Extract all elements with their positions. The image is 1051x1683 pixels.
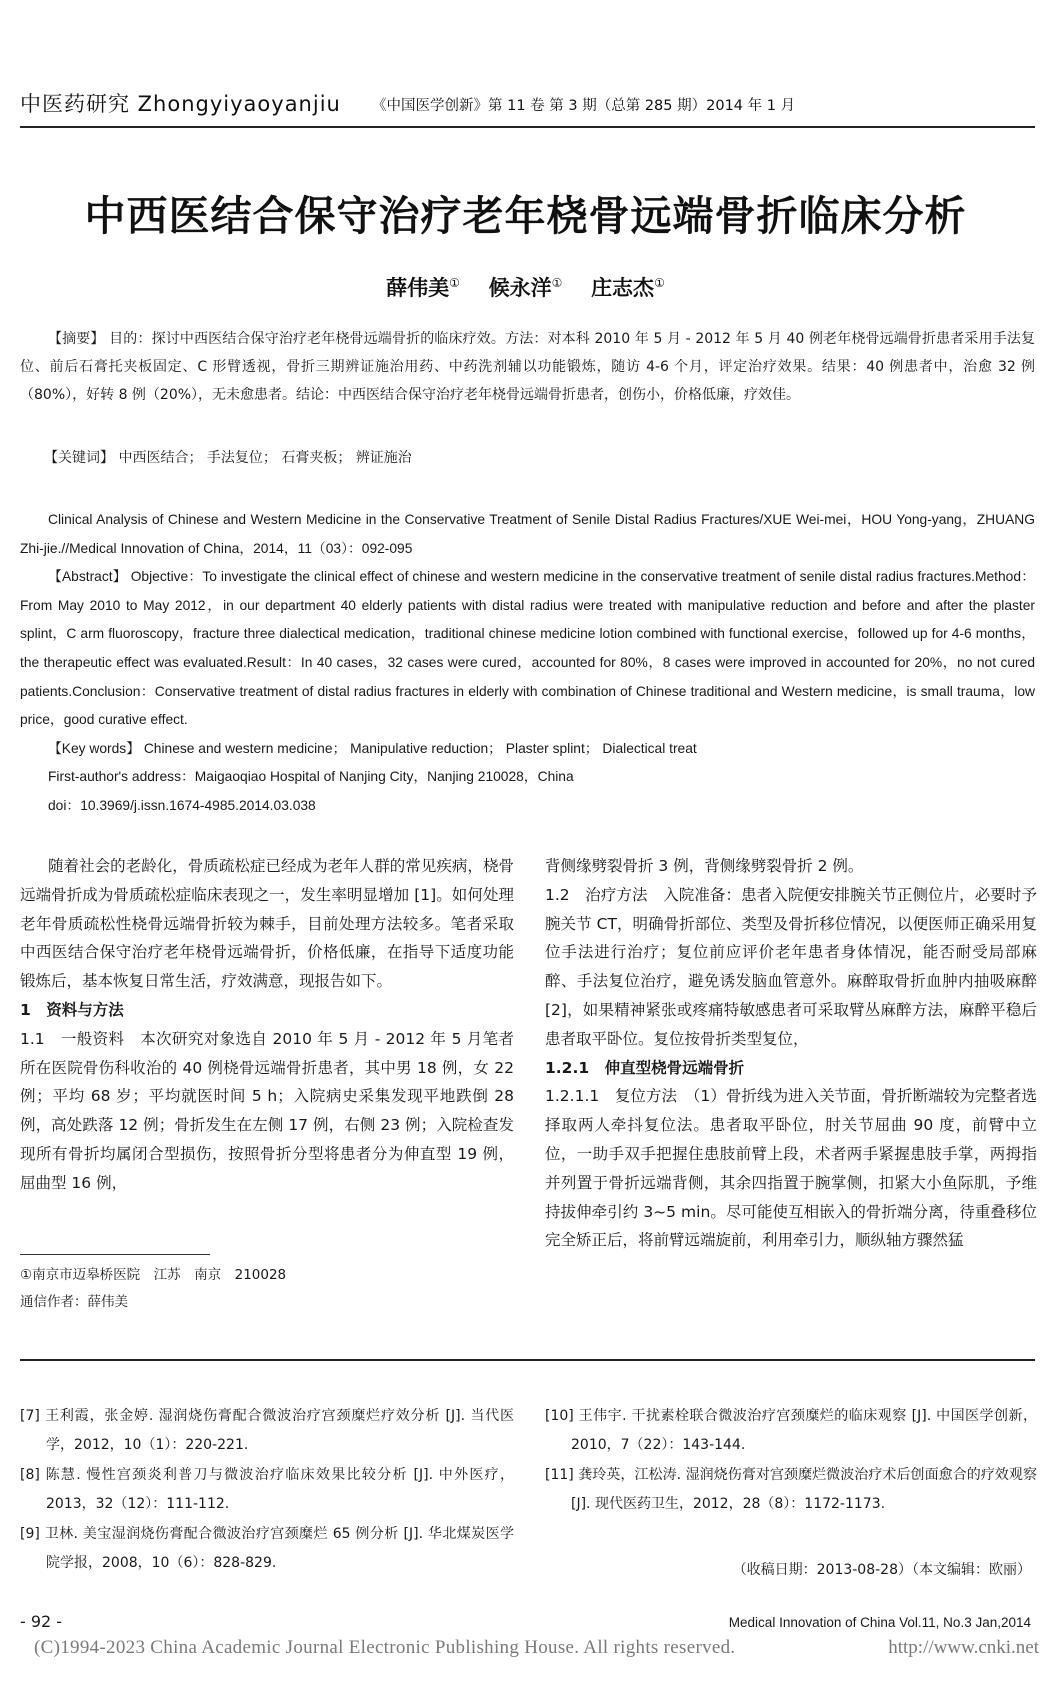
body-column-right [545,852,1037,1255]
first-author-address: First-author's address：Maigaoqiao Hospital of Nanjing City，Nanjing 210028，China [48,769,574,785]
section-heading: 1 资料与方法 [20,1000,124,1019]
journal-column-name: 中医药研究 Zhongyiyaoyanjiu [20,92,341,116]
body-paragraph: 随着社会的老龄化，骨质疏松症已经成为老年人群的常见疾病，桡骨远端骨折成为骨质疏松症临床表现之一，发生率明显增加 [1]。如何处理老年骨质疏松性桡骨远端骨折较为棘手，目前处理方法较多。笔者采取中西医结合保守治疗老年桡骨远端骨折，价格低廉，在指导下适度功能锻炼后，基本恢复日常生活，疗效满意，现报告如下。 [20,857,514,991]
body-paragraph: 背侧缘劈裂骨折 3 例，背侧缘劈裂骨折 2 例。 [545,857,864,875]
copyright-watermark: (C)1994-2023 China Academic Journal Electronic Publishing House. All rights reserved. [34,1637,736,1658]
author: 候永洋① [488,276,563,300]
reference-item: [10] 王伟宇. 干扰素栓联合微波治疗宫颈糜烂的临床观察 [J]. 中国医学创新，2010，7（22）：143-144. [545,1408,1037,1453]
english-title-line: Clinical Analysis of Chinese and Western Medicine in the Conservative Treatment of Senile Distal Radius Fractures/XUE Wei-mei，HOU Yong-yang，ZHUANG Zhi-jie.//Medical Innovation of China，2014，11（03）：092-095 [20,512,1035,556]
author: 薛伟美① [386,276,460,300]
english-abstract-block [20,506,1035,821]
reference-item: [9] 卫林. 美宝湿润烧伤膏配合微波治疗宫颈糜烂 65 例分析 [J]. 华北煤炭医学院学报，2008，10（6）：828-829. [20,1526,514,1571]
subsection-heading: 1.2.1 伸直型桡骨远端骨折 [545,1058,745,1077]
footnote-divider [20,1254,210,1255]
references-left [20,1402,514,1579]
corresponding-author-footnote: 通信作者：薛伟美 [20,1294,128,1310]
footer-citation: Medical Innovation of China Vol.11, No.3 Jan,2014 [728,1615,1031,1630]
affiliation-footnote: ①南京市迈皋桥医院 江苏 南京 210028 [20,1267,287,1283]
author-list [0,272,1051,302]
reference-item: [11] 龚玲英，江松涛. 湿润烧伤膏对宫颈糜烂微波治疗术后创面愈合的疗效观察 [J]. 现代医药卫生，2012，28（8）：1172-1173. [545,1467,1037,1512]
page-number: - 92 - [20,1612,63,1631]
footnotes [20,1262,514,1316]
keywords-chinese: 【关键词】 中西医结合； 手法复位； 石膏夹板； 辨证施治 [44,450,412,466]
english-keywords: 【Key words】 Chinese and western medicine； Manipulative reduction； Plaster splint； Dialectical treat [48,740,697,756]
article-title: 中西医结合保守治疗老年桡骨远端骨折临床分析 [84,192,967,240]
doi: doi：10.3969/j.issn.1674-4985.2014.03.038 [48,797,316,813]
body-paragraph: 1.2 治疗方法 入院准备：患者入院便安排腕关节正侧位片，必要时予腕关节 CT，明确骨折部位、类型及骨折移位情况，以便医师正确采用复位手法进行治疗；复位前应评价老年患者身体情况，能否耐受局部麻醉、手法复位治疗，避免诱发脑血管意外。麻醉取骨折血肿内抽吸麻醉 [2]，如果精神紧张或疼痛特敏感患者可采取臂丛麻醉方法，麻醉平稳后患者取平卧位。复位按骨折类型复位， [545,885,1037,1048]
references-right [545,1402,1037,1520]
body-column-left [20,852,514,1198]
reference-item: [7] 王利霞，张金婷. 湿润烧伤膏配合微波治疗宫颈糜烂疗效分析 [J]. 当代医学，2012，10（1）：220-221. [20,1408,514,1453]
body-paragraph: 1.2.1.1 复位方法 （1）骨折线为进入关节面，骨折断端较为完整者选择取两人牵抖复位法。患者取平卧位，肘关节屈曲 90 度，前臂中立位，一助手双手把握住患肢前臂上段，术者两手紧握患肢手掌，两拇指并列置于骨折远端背侧，其余四指置于腕掌侧，扣紧大小鱼际肌，予维持拔伸牵引约 3~5 min。尽可能使互相嵌入的骨折端分离，待重叠移位完全矫正后，将前臂远端旋前，利用牵引力，顺纵轴方骤然猛 [545,1087,1037,1250]
author: 庄志杰① [591,276,665,300]
received-date: （收稿日期：2013-08-28）（本文编辑：欧丽） [732,1562,1031,1578]
references-divider [20,1359,1035,1361]
journal-citation: 《中国医学创新》第 11 卷 第 3 期（总第 285 期）2014 年 1 月 [372,98,796,114]
reference-item: [8] 陈慧. 慢性宫颈炎利普刀与微波治疗临床效果比较分析 [J]. 中外医疗，2013，32（12）：111-112. [20,1467,514,1512]
cnki-url: http://www.cnki.net [888,1637,1039,1658]
english-abstract: 【Abstract】 Objective：To investigate the clinical effect of chinese and western medicine in the conservative treatment of senile distal radius fractures.Method：From May 2010 to May 2012，in our department 40 elderly patients with distal radius were treated with manipulative reduction and before and after the plaster splint，C arm fluoroscopy，fracture three dialectical medication，traditional chinese medicine lotion combined with functional exercise，followed up for 4-6 months，the therapeutic effect was evaluated.Result：In 40 cases，32 cases were cured，accounted for 80%，8 cases were improved in accounted for 20%，no not cured patients.Conclusion：Conservative treatment of distal radius fractures in elderly with combination of Chinese traditional and Western medicine，is small trauma，low price，good curative effect. [20,569,1035,728]
header-divider [20,126,1035,128]
body-paragraph: 1.1 一般资料 本次研究对象选自 2010 年 5 月 - 2012 年 5 月笔者所在医院骨伤科收治的 40 例桡骨远端骨折患者，其中男 18 例，女 22 例；平均 68 岁；平均就医时间 5 h；入院病史采集发现平地跌倒 28 例，高处跌落 12 例；骨折发生在左侧 17 例，右侧 23 例；入院检查发现所有骨折均属闭合型损伤，按照骨折分型将患者分为伸直型 19 例，屈曲型 16 例， [20,1029,514,1192]
abstract-chinese: 【摘要】 目的：探讨中西医结合保守治疗老年桡骨远端骨折的临床疗效。方法：对本科 2010 年 5 月 - 2012 年 5 月 40 例老年桡骨远端骨折患者采用手法复位、前后石膏托夹板固定、C 形臂透视，骨折三期辨证施治用药、中药洗剂辅以功能锻炼，随访 4-6 个月，评定治疗效果。结果：40 例患者中，治愈 32 例（80%），好转 8 例（20%），无未愈患者。结论：中西医结合保守治疗老年桡骨远端骨折患者，创伤小，价格低廉，疗效佳。 [20,331,1035,403]
